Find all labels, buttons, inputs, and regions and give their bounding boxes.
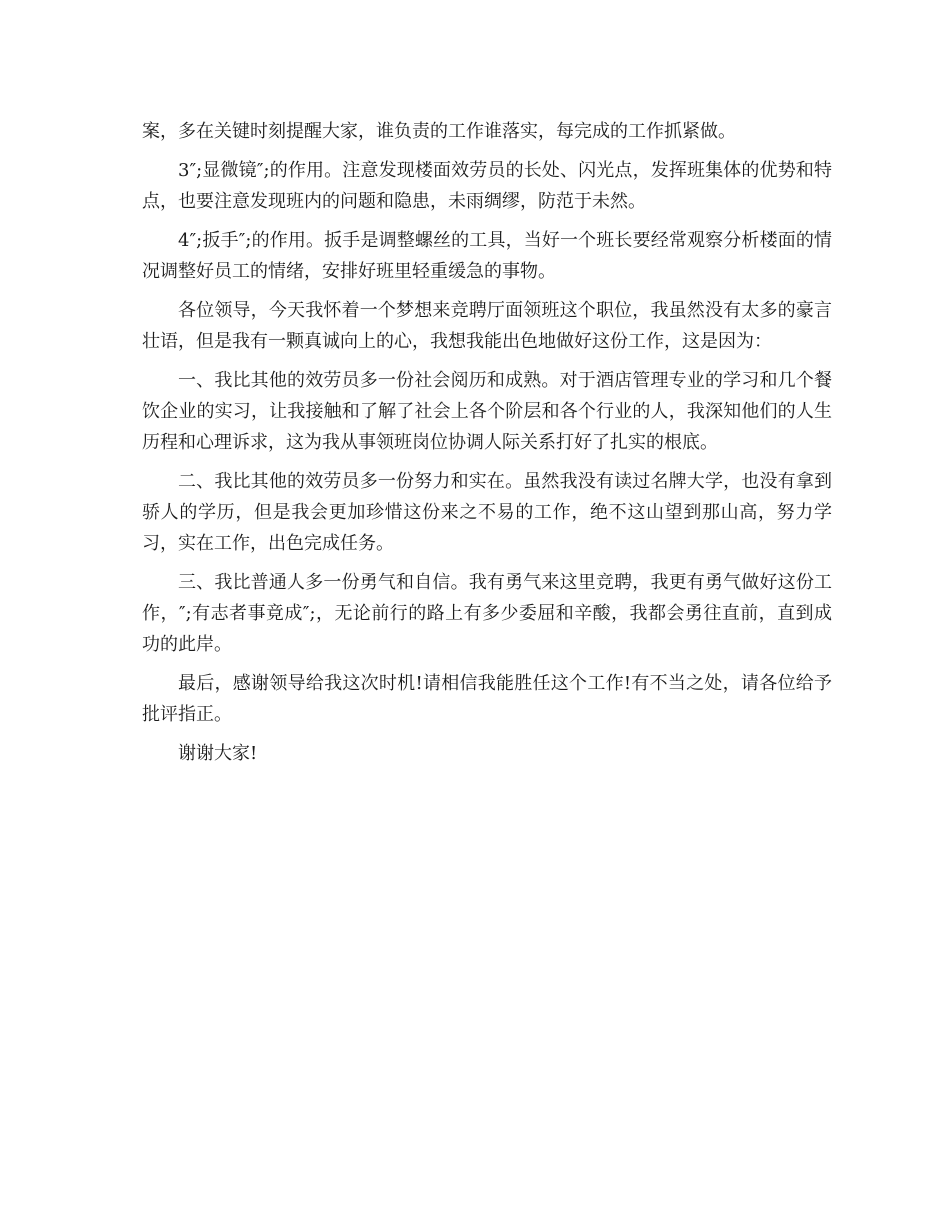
paragraph-wrench-role: 4″;扳手″;的作用。扳手是调整螺丝的工具，当好一个班长要经常观察分析楼面的情况调整好员工的情绪，安排好班里轻重缓急的事物。 bbox=[142, 230, 832, 282]
paragraph-introduction: 各位领导，今天我怀着一个梦想来竞聘厅面领班这个职位，我虽然没有太多的豪言壮语，但是我有一颗真诚向上的心，我想我能出色地做好这份工作，这是因为： bbox=[142, 300, 832, 352]
paragraph-point-three: 三、我比普通人多一份勇气和自信。我有勇气来这里竞聘，我更有勇气做好这份工作，″;有志者事竟成″;，无论前行的路上有多少委屈和辛酸，我都会勇往直前，直到成功的此岸。 bbox=[142, 572, 832, 655]
paragraph-point-one: 一、我比其他的效劳员多一份社会阅历和成熟。对于酒店管理专业的学习和几个餐饮企业的实习，让我接触和了解了社会上各个阶层和各个行业的人，我深知他们的人生历程和心理诉求，这为我从事领班岗位协调人际关系打好了扎实的根底。 bbox=[142, 370, 832, 453]
paragraph-thanks: 谢谢大家! bbox=[178, 743, 258, 764]
paragraph-point-two: 二、我比其他的效劳员多一份努力和实在。虽然我没有读过名牌大学，也没有拿到骄人的学历，但是我会更加珍惜这份来之不易的工作，绝不这山望到那山高，努力学习，实在工作，出色完成任务。 bbox=[142, 471, 832, 554]
paragraph-closing: 最后，感谢领导给我这次时机!请相信我能胜任这个工作!有不当之处，请各位给予批评指正。 bbox=[142, 673, 832, 725]
document-body bbox=[142, 116, 832, 777]
paragraph-microscope-role: 3″;显微镜″;的作用。注意发现楼面效劳员的长处、闪光点，发挥班集体的优势和特点，也要注意发现班内的问题和隐患，未雨绸缪，防范于未然。 bbox=[142, 160, 832, 212]
paragraph-continuation: 案，多在关键时刻提醒大家，谁负责的工作谁落实，每完成的工作抓紧做。 bbox=[142, 121, 736, 142]
